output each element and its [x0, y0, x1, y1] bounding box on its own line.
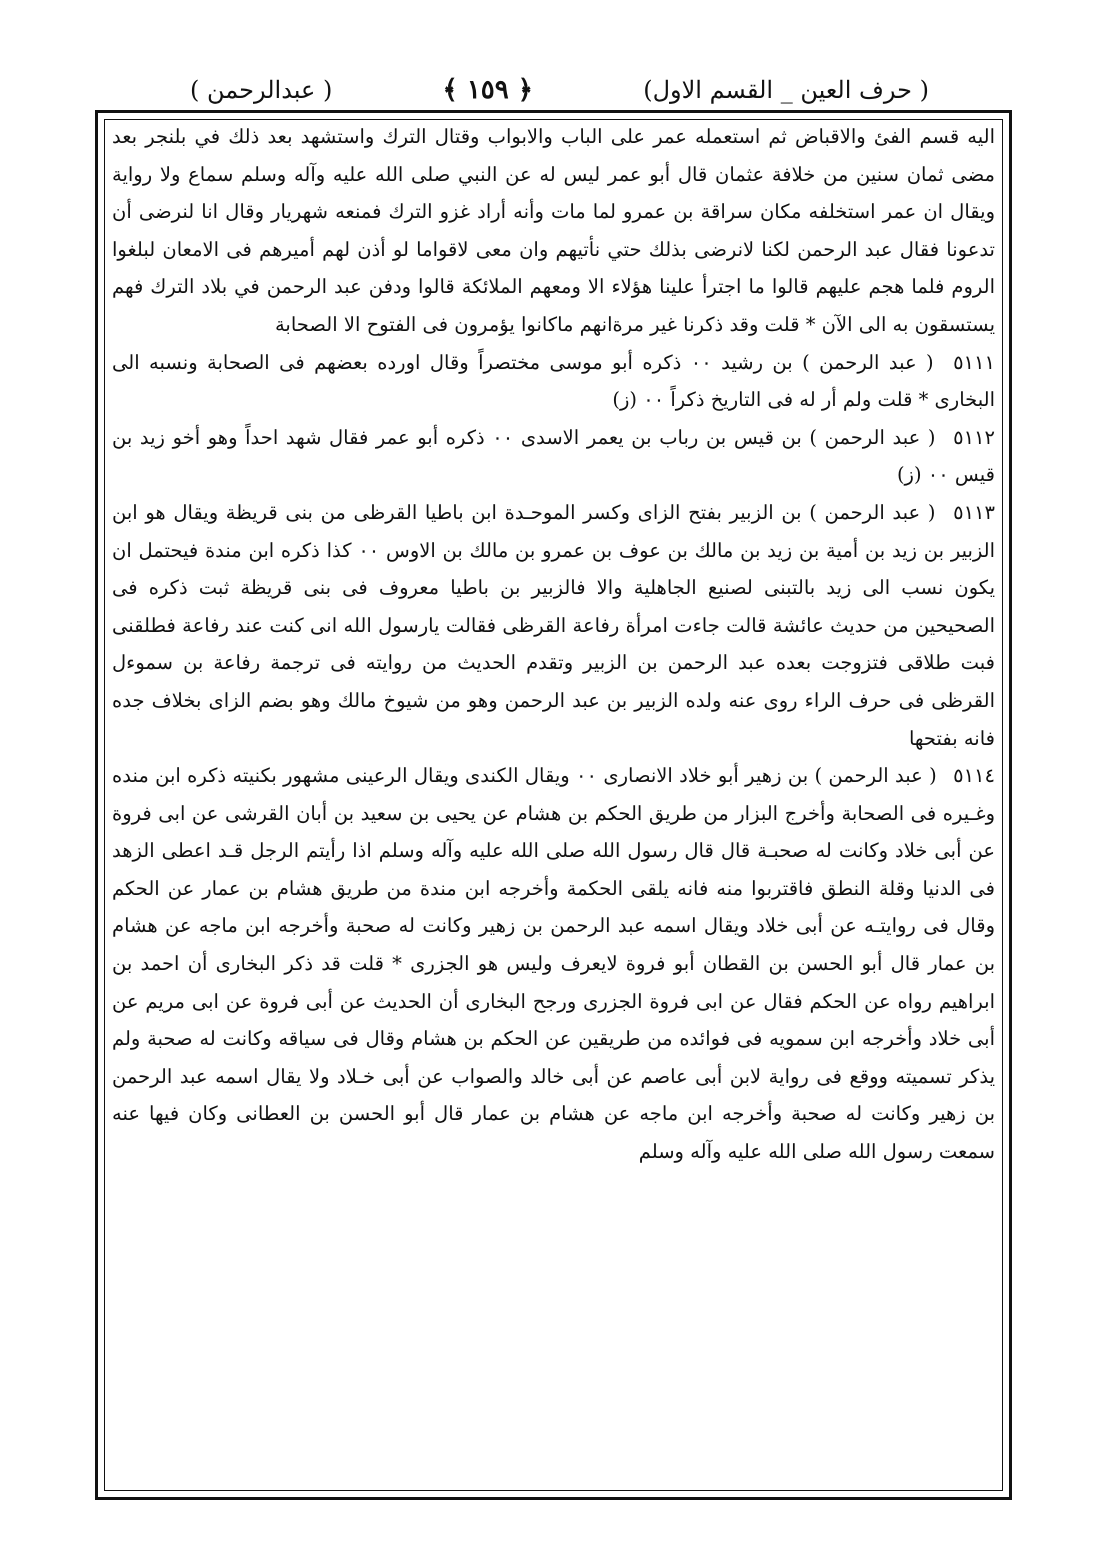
entry-number: ٥١١١	[953, 350, 995, 374]
biography-entry	[112, 757, 995, 1171]
entry-number: ٥١١٤	[953, 764, 995, 788]
entry-text: ( عبد الرحمن ) بن الزبير بفتح الزاى وكسر الموحـدة ابن باطيا القرظى من بنى قريظة ويقال هو ابن الزبير بن زيد بن أمية بن زيد بن مالك بن عوف بن عمرو بن مالك بن الاوس ٠٠ كذا ذكره ابن مندة فيحتمل ان يكون نسب الى زيد بالتبنى لصنيع الجاهلية والا فالزبير بن باطيا معروف فى بنى قريظة ثبت ذكره فى الصحيحين من حديث عائشة قالت جاءت امرأة رفاعة القرظى فقالت يارسول الله انى كنت عند رفاعة فطلقنى فبت طلاقى فتزوجت بعده عبد الرحمن بن الزبير وتقدم الحديث من روايته فى ترجمة رفاعة بن سموءل القرظى فى حرف الراء روى عنه ولده الزبير بن عبد الرحمن وهو من شيوخ مالك وهو بضم الزاى بخلاف جده فانه بفتحها	[112, 500, 995, 750]
entry-number: ٥١١٢	[953, 425, 995, 449]
page-number: ﴿ ١٥٩ ﴾	[442, 75, 534, 105]
entry-text: ( عبد الرحمن ) بن زهير أبو خلاد الانصارى ٠٠ ويقال الكندى ويقال الرعينى مشهور بكنيته ذكره ابن منده وغـيره فى الصحابة وأخرج البزار من طريق الحكم بن هشام عن يحيى بن سعيد بن أبان القرشى عن ابى فروة عن أبى خلاد وكانت له صحبـة قال قال رسول الله صلى الله عليه وآله وسلم اذا رأيتم الرجل قـد اعطى الزهد فى الدنيا وقلة النطق فاقتربوا منه فانه يلقى الحكمة وأخرجه ابن مندة من طريق هشام بن عمار عن الحكم وقال فى روايتـه عن أبى خلاد ويقال اسمه عبد الرحمن بن زهير وكانت له صحبة وأخرجه ابن ماجه عن هشام بن عمار قال أبو الحسن بن القطان أبو فروة لايعرف وليس هو الجزرى * قلت قد ذكر البخارى أن احمد بن ابراهيم رواه عن الحكم فقال عن ابى فروة الجزرى ورجح البخارى أن الحديث عن أبى فروة عن ابى مريم عن أبى خلاد وأخرجه ابن سمويه فى فوائده من طريقين عن الحكم بن هشام وقال فى سياقه وكانت له صحبة ولم يذكر تسميته ووقع فى رواية لابن أبى عاصم عن أبى خالد والصواب عن أبى خـلاد ولا يقال اسمه عبد الرحمن بن زهير وكانت له صحبة وأخرجه ابن ماجه عن هشام بن عمار قال أبو الحسن بن العطانى وكان فيها عنه سمعت رسول الله صلى الله عليه وآله وسلم	[112, 764, 995, 1164]
biography-entry	[112, 419, 995, 494]
entry-heading: ( عبدالرحمن )	[190, 76, 333, 104]
biography-entry	[112, 344, 995, 419]
section-heading: ( حرف العين _ القسم الاول)	[643, 76, 929, 104]
running-header	[190, 70, 929, 110]
paragraph-text: اليه قسم الفئ والاقباض ثم استعمله عمر على الباب والابواب وقتال الترك واستشهد بعد ذلك في بلنجر بعد مضى ثمان سنين من خلافة عثمان قال أبو عمر ليس له عن النبي صلى الله عليه وآله وسلم سماع ولا رواية ويقال ان عمر استخلفه مكان سراقة بن عمرو لما مات وأنه أراد غزو الترك فمنعه شهريار وقال انا لنرضى أن تدعونا فقال عبد الرحمن لكنا لانرضى بذلك حتي نأتيهم وان معى لاقواما لو أذن لهم أميرهم فى الامعان لبلغوا الروم فلما هجم عليهم قالوا ما اجترأ علينا هؤلاء الا ومعهم الملائكة قالوا ودفن عبد الرحمن في بلاد الترك فهم يستسقون به الى الآن * قلت وقد ذكرنا غير مرةانهم ماكانوا يؤمرون فى الفتوح الا الصحابة	[112, 125, 995, 336]
entry-text: ( عبد الرحمن ) بن رشيد ٠٠ ذكره أبو موسى مختصراً وقال اورده بعضهم فى الصحابة ونسبه الى البخارى * قلت ولم أر له فى التاريخ ذكراً ٠٠ (ز)	[112, 350, 995, 412]
entry-text: ( عبد الرحمن ) بن قيس بن رباب بن يعمر الاسدى ٠٠ ذكره أبو عمر فقال شهد احداً وهو أخو زيد بن قيس ٠٠ (ز)	[112, 425, 995, 487]
body-text	[112, 118, 995, 1488]
entry-number: ٥١١٣	[953, 500, 995, 524]
paragraph-continuation	[112, 118, 995, 344]
biography-entry	[112, 494, 995, 757]
